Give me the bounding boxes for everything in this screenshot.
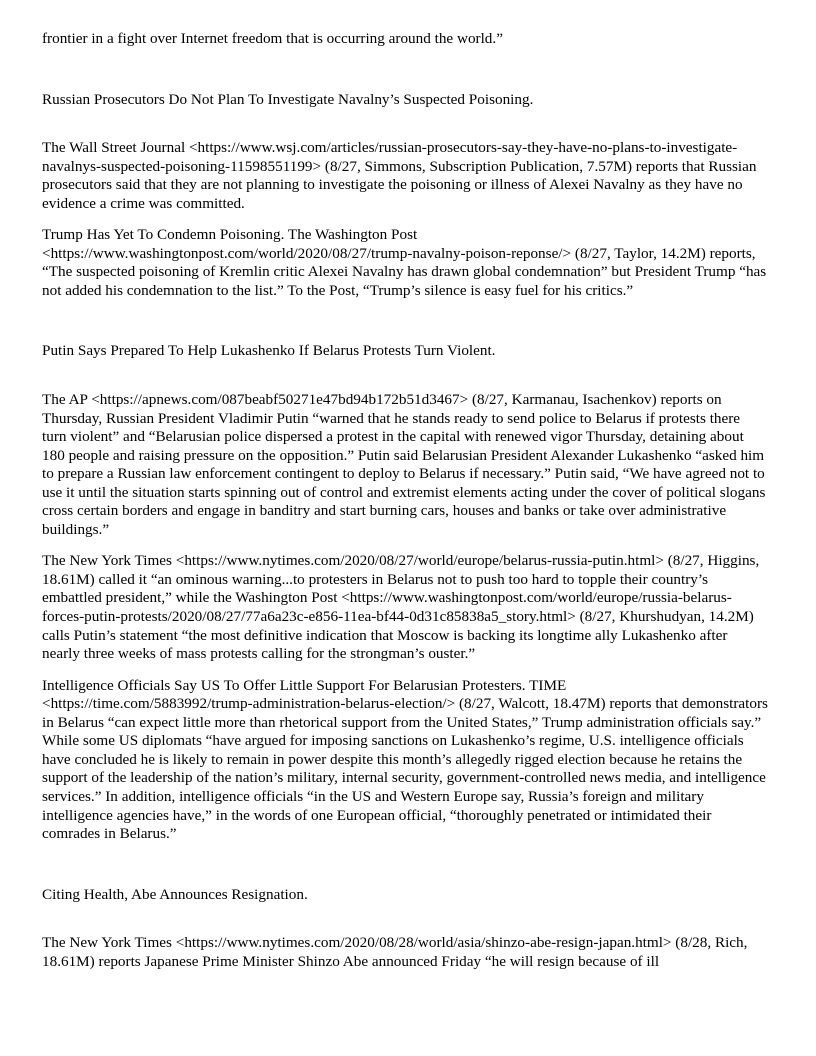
spacer [42, 49, 768, 91]
spacer [42, 904, 768, 934]
spacer [42, 213, 768, 226]
paragraph-nyt-ominous-warning-belarus: The New York Times <https://www.nytimes.com/2020/08/27/world/europe/belarus-russia-putin.html> (8/27, Higgins, 18.61M) called it “an ominous warning...to protesters in Belarus not to push too hard to topple their country’s embattled president,” while the Washington Post <https://www.washingtonpost.com/world/europe/russia-belarus-forces-putin-protests/2020/08/27/77a6a23c-e856-11ea-bf44-0d31c85838a5_story.html> (8/27, Khurshudyan, 14.2M) calls Putin’s statement “the most definitive indication that Moscow is backing its longtime ally Lukashenko after nearly three weeks of mass protests calling for the strongman’s ouster.” [42, 552, 760, 663]
paragraph-ap-putin-belarus-police: The AP <https://apnews.com/087beabf50271e47bd94b172b51d3467> (8/27, Karmanau, Isachenkov) reports on Thursday, Russian President Vladimir Putin “warned that he stands ready to send police to Belarus if protests there turn violent” and “Belarusian police dispersed a protest in the capital with renewed vigor Thursday, detaining about 180 people and raising pressure on the opposition.” Putin said Belarusian President Alexander Lukashenko “asked him to prepare a Russian law enforcement contingent to deploy to Belarus if necessary.” Putin said, “We have agreed not to use it until the situation starts spinning out of control and extremist elements acting under the cover of political slogans cross certain borders and engage in banditry and start burning cars, houses and banks or take over administrative buildings.” [42, 391, 766, 538]
document-body [42, 30, 768, 971]
spacer [42, 844, 768, 886]
spacer [42, 361, 768, 391]
paragraph-internet-freedom-continuation: frontier in a fight over Internet freedom that is occurring around the world.” [42, 30, 503, 47]
heading-citing-health-abe-announces-resignation: Citing Health, Abe Announces Resignation. [42, 885, 308, 903]
spacer [42, 664, 768, 677]
spacer [42, 300, 768, 342]
heading-russian-prosecutors-navalny: Russian Prosecutors Do Not Plan To Investigate Navalny’s Suspected Poisoning. [42, 90, 534, 108]
paragraph-time-intelligence-officials-belarus: Intelligence Officials Say US To Offer Little Support For Belarusian Protesters. TIME <https://time.com/5883992/trump-administration-belarus-election/> (8/27, Walcott, 18.47M) reports that demonstrators in Belarus “can expect little more than rhetorical support from the United States,” Trump administration officials say.” While some US diplomats “have argued for imposing sanctions on Lukashenko’s regime, U.S. intelligence officials have concluded he is likely to remain in power despite this month’s allegedly rigged election because he retains the support of the leadership of the nation’s military, internal security, government-controlled news media, and intelligence services.” In addition, intelligence officials “in the US and Western Europe say, Russia’s foreign and military intelligence agencies have,” in the words of one European official, “thoroughly penetrated or intimidated their comrades in Belarus.” [42, 676, 768, 843]
paragraph-trump-has-yet-to-condemn-poisoning: Trump Has Yet To Condemn Poisoning. The Washington Post <https://www.washingtonpost.com/world/2020/08/27/trump-navalny-poison-reponse/> (8/27, Taylor, 14.2M) reports, “The suspected poisoning of Kremlin critic Alexei Navalny has drawn global condemnation” but President Trump “has not added his condemnation to the list.” To the Post, “Trump’s silence is easy fuel for his critics.” [42, 226, 767, 299]
paragraph-wsj-navalny-prosecutors: The Wall Street Journal <https://www.wsj.com/articles/russian-prosecutors-say-they-have-no-plans-to-investigate-navalnys-suspected-poisoning-11598551199> (8/27, Simmons, Subscription Publication, 7.57M) reports that Russian prosecutors said that they are not planning to investigate the poisoning or illness of Alexei Navalny as they have no evidence a crime was committed. [42, 139, 757, 212]
spacer [42, 109, 768, 139]
paragraph-nyt-abe-resignation: The New York Times <https://www.nytimes.com/2020/08/28/world/asia/shinzo-abe-resign-japan.html> (8/28, Rich, 18.61M) reports Japanese Prime Minister Shinzo Abe announced Friday “he will resign because of ill [42, 934, 748, 970]
spacer [42, 539, 768, 552]
heading-putin-prepared-to-help-lukashenko: Putin Says Prepared To Help Lukashenko If Belarus Protests Turn Violent. [42, 342, 496, 360]
